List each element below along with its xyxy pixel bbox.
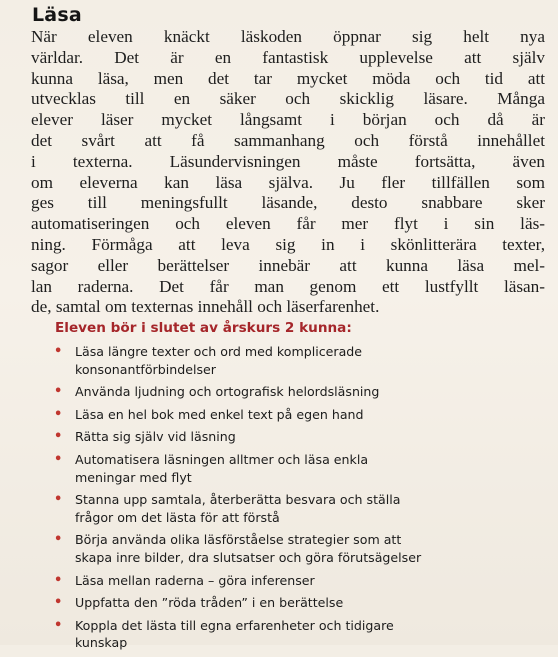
goal-item: [52, 531, 532, 566]
paragraph-line: ges till meningsfullt läsande, desto snabbare sker: [31, 193, 545, 213]
paragraph-line: sagor eller berättelser innebär att kunna läsa mel-: [31, 255, 545, 275]
bullet-icon: •: [54, 344, 63, 359]
paragraph-line: kunna läsa, men det tar mycket möda och tid att: [31, 68, 545, 88]
goals-heading: Eleven bör i slutet av årskurs 2 kunna:: [55, 320, 352, 336]
bullet-icon: •: [54, 595, 63, 611]
goal-text: Stanna upp samtala, återberätta besvara och ställa: [75, 492, 401, 508]
goal-item: [52, 343, 532, 378]
bullet-icon: •: [54, 429, 63, 445]
paragraph-line: i texterna. Läsundervisningen måste fortsätta, även: [31, 151, 545, 171]
paragraph-line: automatiseringen och eleven får mer flyt i sin läs-: [31, 214, 545, 234]
goal-item: [52, 406, 532, 424]
goal-text: Koppla det lästa till egna erfarenheter och tidigare: [75, 617, 394, 633]
paragraph-line: utvecklas till en säker och skicklig läsare. Många: [31, 89, 545, 109]
paragraph-line: ning. Förmåga att leva sig in i skönlitterära texter,: [31, 234, 545, 254]
page-title: Läsa: [32, 4, 82, 26]
paragraph-line: När eleven knäckt läskoden öppnar sig helt nya: [31, 27, 545, 46]
goal-text: Rätta sig själv vid läsning: [75, 429, 236, 445]
goal-text: Använda ljudning och ortografisk helordsläsning: [75, 384, 380, 400]
goal-text: skapa inre bilder, dra slutsatser och göra förutsägelser: [75, 549, 422, 565]
bullet-icon: •: [54, 492, 63, 508]
paragraph-line: elever läser mycket långsamt i början och då är: [31, 110, 545, 130]
goal-item: [52, 383, 532, 401]
paragraph-line: om eleverna kan läsa själva. Ju fler tillfällen som: [31, 172, 545, 192]
goal-text: Uppfatta den ”röda tråden” i en berättelse: [75, 595, 344, 611]
bullet-icon: •: [54, 617, 63, 633]
goal-text: Läsa en hel bok med enkel text på egen hand: [75, 406, 364, 422]
paragraph-line: lan raderna. Det får man genom ett lustfyllt läsan-: [31, 276, 545, 296]
goal-text: frågor om det lästa för att förstå: [75, 509, 280, 525]
paragraph-line: de, samtal om texternas innehåll och läserfarenhet.: [31, 297, 380, 317]
paragraph-line: världar. Det är en fantastisk upplevelse att själv: [31, 47, 545, 67]
bullet-icon: •: [54, 572, 63, 588]
goal-item: [52, 428, 532, 446]
goal-text: Automatisera läsningen alltmer och läsa enkla: [75, 451, 369, 467]
goal-text: konsonantförbindelser: [75, 361, 216, 377]
bullet-icon: •: [54, 384, 63, 400]
paragraph-line: det svårt att få sammanhang och förstå innehållet: [31, 130, 545, 150]
goal-text: meningar med flyt: [75, 469, 192, 485]
goal-item: [52, 491, 532, 526]
goal-item: [52, 594, 532, 612]
body-paragraph: [31, 27, 545, 318]
goal-text: kunskap: [75, 635, 128, 651]
goals-list: [52, 343, 532, 657]
goal-text: Läsa mellan raderna – göra inferenser: [75, 572, 315, 588]
goal-item: [52, 617, 532, 652]
goal-text: Börja använda olika läsförståelse strategier som att: [75, 532, 402, 548]
bullet-icon: •: [54, 406, 63, 422]
bullet-icon: •: [54, 451, 63, 467]
goal-item: [52, 572, 532, 590]
bullet-icon: •: [54, 532, 63, 548]
goal-text: Läsa längre texter och ord med komplicerade: [75, 344, 363, 359]
goal-item: [52, 451, 532, 486]
